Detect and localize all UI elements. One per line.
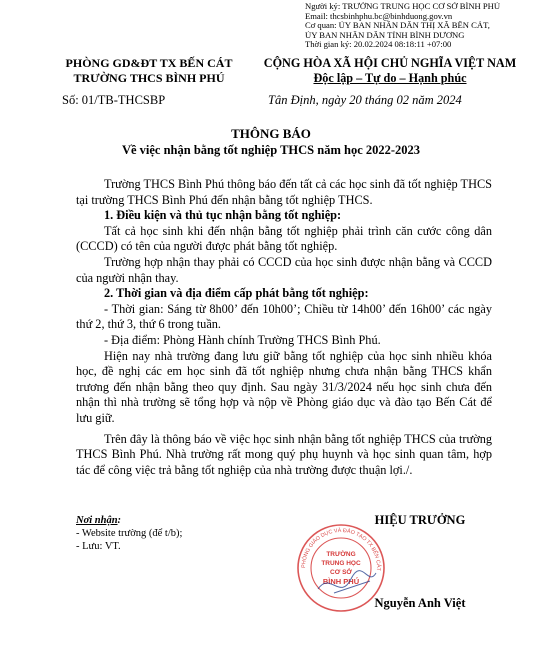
body-paragraph-id-requirement: Tất cả học sinh khi đến nhận bằng tốt nghiệp phải trình căn cước công dân (CCCD) có tên của người được phát bằng tốt nghiệp. (76, 223, 492, 254)
national-motto: Độc lập – Tự do – Hạnh phúc (313, 71, 467, 85)
recipient-item: - Website trường (để t/b); (76, 528, 183, 539)
place-date: Tân Định, ngày 20 tháng 02 năm 2024 (268, 93, 462, 107)
recipient-item: - Lưu: VT. (76, 541, 121, 552)
body-paragraph-time: - Thời gian: Sáng từ 8h00’ đến 10h00’; Chiều từ 14h00’ đến 16h00’ các ngày thứ 2, thứ 3, thứ 6 trong tuần. (76, 301, 492, 332)
signature-time: Thời gian ký: 20.02.2024 08:18:11 +07:00 (305, 40, 452, 50)
stamp-ring-text-path: PHÒNG GIÁO DỤC VÀ ĐÀO TẠO TX BẾN CÁT (300, 527, 382, 571)
stamp-center-line4: BÌNH PHÚ (322, 577, 360, 586)
body-paragraph-intro: Trường THCS Bình Phú thông báo đến tất cả các học sinh đã tốt nghiệp THCS tại trường THCS Bình Phú đến nhận bằng tốt nghiệp THCS. (76, 177, 492, 207)
signer-name: Nguyễn Anh Việt (374, 596, 466, 610)
stamp-center-line2: TRUNG HỌC (321, 560, 361, 567)
stamp-center-line3: CƠ SỞ (330, 569, 352, 576)
stamp-center-line1: TRƯỜNG (326, 551, 356, 558)
signature-signer: Người ký: TRƯỜNG TRUNG HỌC CƠ SỞ BÌNH PHÚ (305, 2, 501, 11)
signature-agency-line2: ỦY BAN NHÂN DÂN TỈNH BÌNH DƯƠNG (305, 30, 465, 40)
document-body (76, 177, 492, 478)
signer-title: HIỆU TRƯỞNG (374, 513, 466, 527)
recipients-colon: : (117, 515, 122, 526)
section-heading-time-place: 2. Thời gian và địa điểm cấp phát bằng tốt nghiệp: (104, 286, 369, 301)
document-title: THÔNG BÁO (231, 126, 311, 141)
stamp-inner-ring (311, 538, 371, 598)
body-paragraph-place: - Địa điểm: Phòng Hành chính Trường THCS Bình Phú. (104, 332, 381, 347)
body-paragraph-closing: Trên đây là thông báo về việc học sinh nhận bằng tốt nghiệp THCS của trường THCS Bình Phú. Nhà trường rất mong quý phụ huynh và học sinh quan tâm, hợp tác để công việc trả bằng tốt nghiệp của nhà trường được thuận lợi./. (76, 431, 492, 477)
signature-email: Email: thcsbinhphu.bc@binhduong.gov.vn (305, 11, 453, 21)
recipients-label: Nơi nhận (76, 515, 118, 526)
body-paragraph-proxy: Trường hợp nhận thay phải có CCCD của học sinh được nhận bằng và CCCD của người nhận thay. (76, 254, 492, 285)
org-line2: TRƯỜNG THCS BÌNH PHÚ (73, 71, 225, 85)
recipients-block (76, 514, 182, 553)
org-line1: PHÒNG GD&ĐT TX BẾN CÁT (65, 56, 233, 70)
nation-line1: CỘNG HÒA XÃ HỘI CHỦ NGHĨA VIỆT NAM (263, 56, 517, 70)
digital-signature-info (305, 2, 541, 50)
issuing-organization (54, 56, 244, 86)
document-number: Số: 01/TB-THCSBP (62, 93, 166, 107)
signature-agency-line1: Cơ quan: ỦY BAN NHÂN DÂN THỊ XÃ BẾN CÁT, (305, 21, 490, 31)
national-header (250, 56, 530, 86)
body-paragraph-storage: Hiện nay nhà trường đang lưu giữ bằng tốt nghiệp của học sinh nhiều khóa học, đề nghị các em học sinh đã tốt nghiệp nhưng chưa nhận bằng THCS khẩn trương đến nhận bằng theo quy định. Sau ngày 31/3/2024 nếu học sinh chưa đến nhận thì nhà trường sẽ tổng hợp và nộp về Phòng giáo dục và đào tạo Bến Cát để lưu giữ. (76, 348, 492, 425)
section-heading-conditions: 1. Điều kiện và thủ tục nhận bằng tốt nghiệp: (104, 208, 342, 223)
document-subtitle: Về việc nhận bằng tốt nghiệp THCS năm học 2022-2023 (121, 143, 421, 157)
